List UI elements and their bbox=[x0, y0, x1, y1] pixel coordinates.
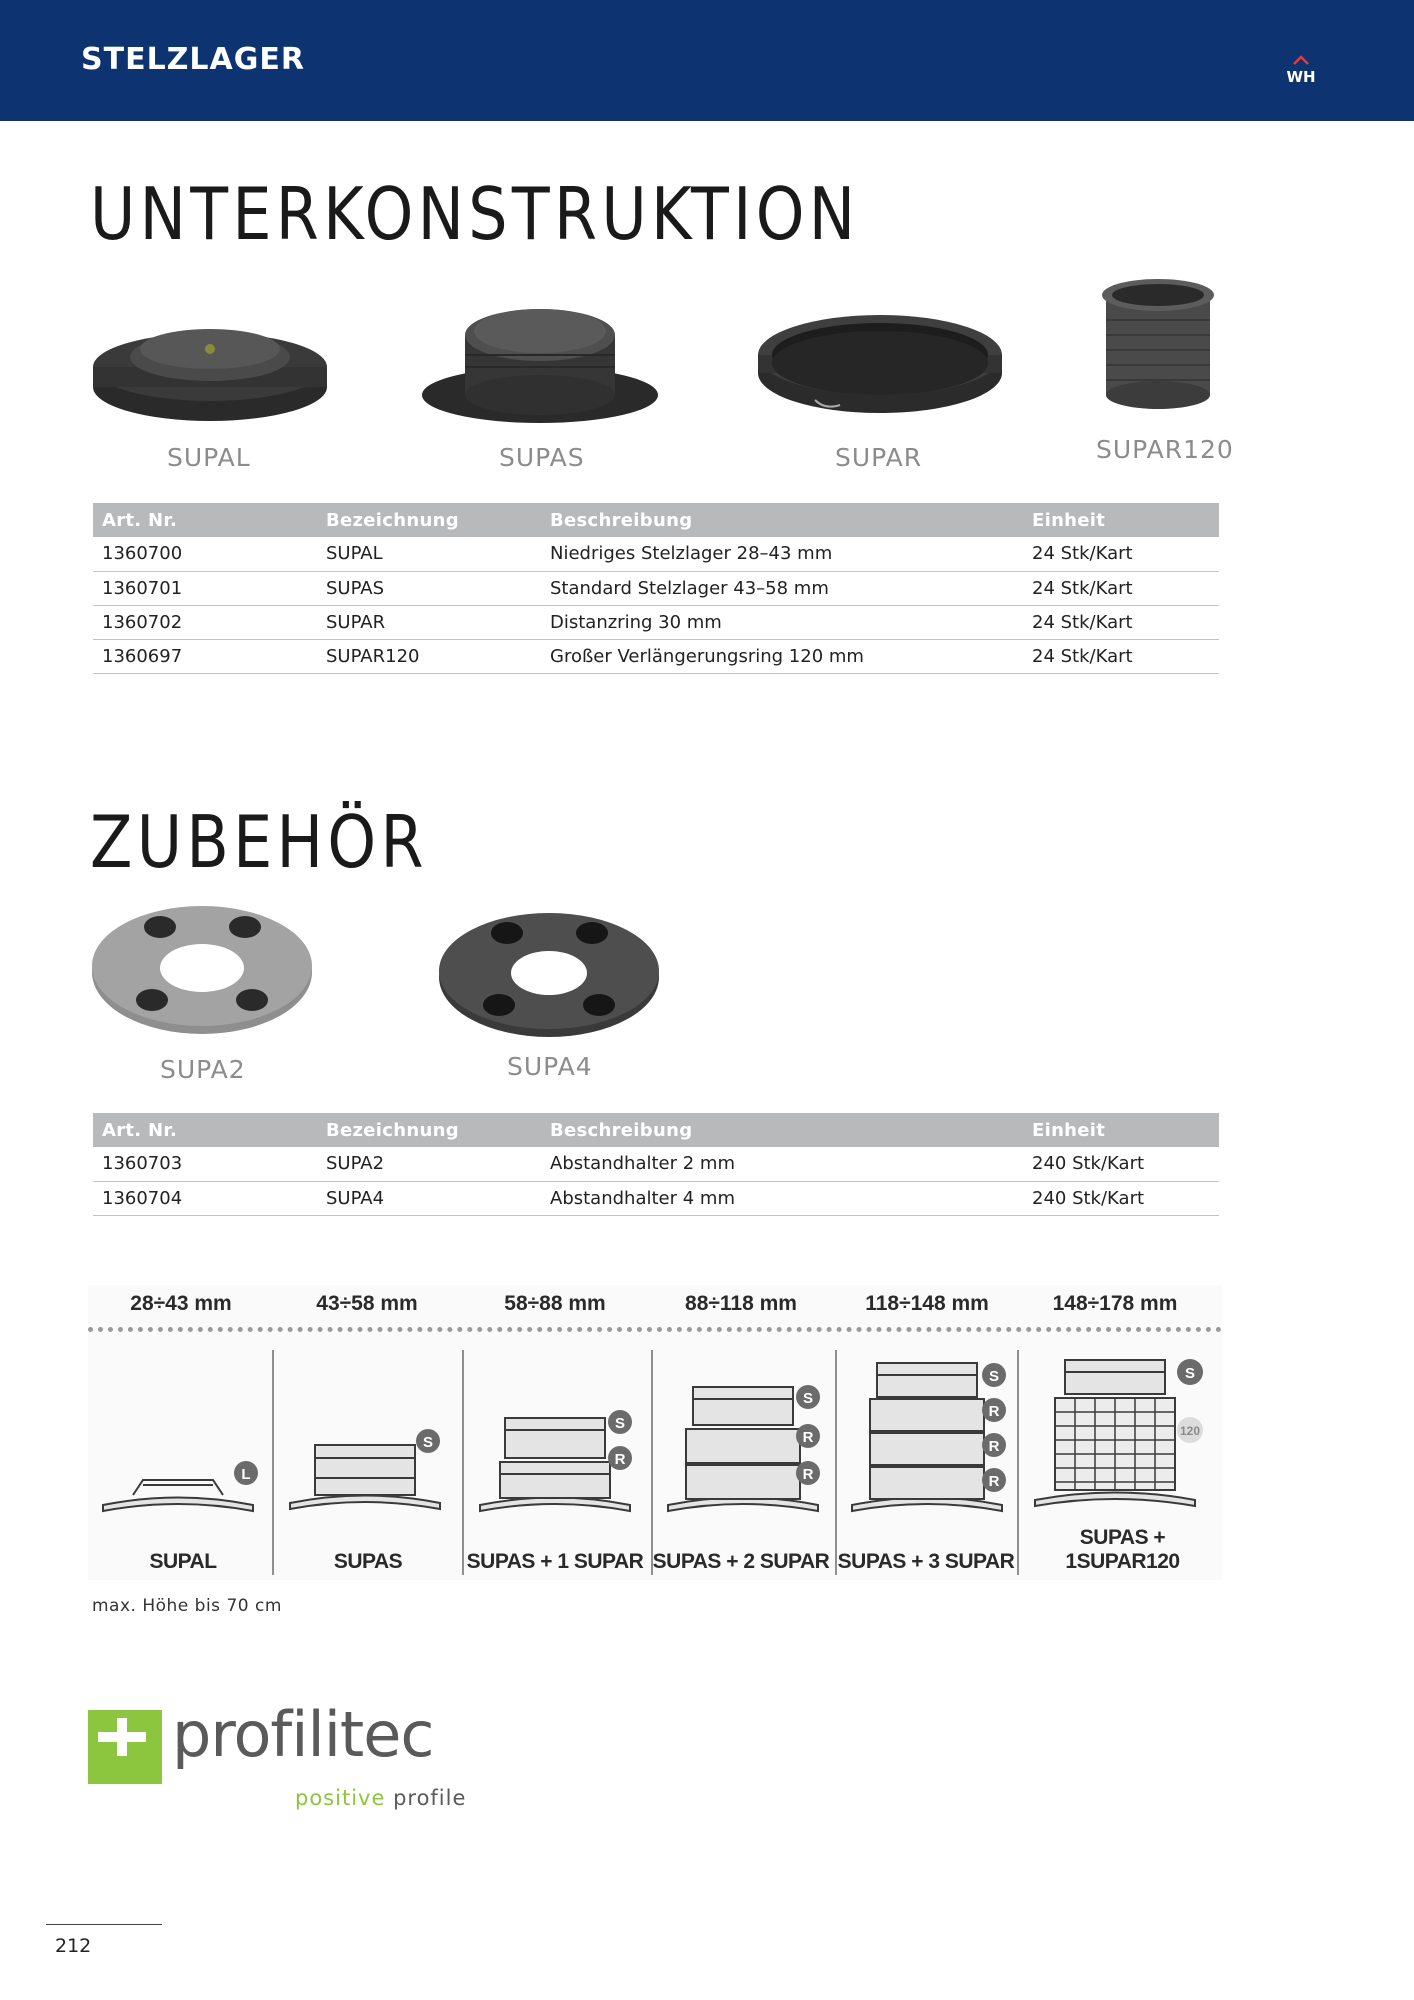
table-row bbox=[93, 571, 1219, 605]
svg-text:WH: WH bbox=[1286, 68, 1316, 86]
column-header: Bezeichnung bbox=[317, 503, 541, 537]
combination-label: SUPAL bbox=[149, 1550, 217, 1573]
combination-label: SUPAS + 1 SUPAR bbox=[466, 1550, 644, 1573]
stack-supas-2-supar-illustration bbox=[658, 1345, 833, 1525]
table-cell: SUPAR bbox=[317, 605, 541, 639]
product-image-supar120 bbox=[1096, 275, 1234, 464]
product-image-supar bbox=[755, 305, 1005, 472]
table-row bbox=[93, 1181, 1219, 1215]
svg-text:R: R bbox=[802, 1429, 814, 1446]
table-cell: 1360700 bbox=[93, 537, 317, 571]
product-image-supa2 bbox=[90, 905, 315, 1084]
column-header: Einheit bbox=[1023, 503, 1219, 537]
column-divider bbox=[835, 1350, 837, 1575]
max-height-note: max. Höhe bis 70 cm bbox=[92, 1596, 282, 1616]
stack-supas-1-supar-illustration bbox=[470, 1370, 645, 1525]
combination-label: SUPAS + 3 SUPAR bbox=[837, 1550, 1015, 1573]
table-row bbox=[93, 537, 1219, 571]
table-cell: Abstandhalter 2 mm bbox=[541, 1147, 1023, 1181]
table-cell: 1360701 bbox=[93, 571, 317, 605]
table-header-row bbox=[93, 1113, 1219, 1147]
product-label: SUPAL bbox=[167, 443, 251, 472]
table-cell: Abstandhalter 4 mm bbox=[541, 1181, 1023, 1215]
table-cell: SUPAS bbox=[317, 571, 541, 605]
column-header: Einheit bbox=[1023, 1113, 1219, 1147]
stack-supas-3-supar-illustration bbox=[842, 1333, 1017, 1525]
table-cell: 24 Stk/Kart bbox=[1023, 639, 1219, 673]
table-cell: 1360697 bbox=[93, 639, 317, 673]
table-cell: 1360703 bbox=[93, 1147, 317, 1181]
svg-text:S: S bbox=[802, 1390, 814, 1407]
product-image-supas bbox=[420, 295, 660, 472]
footer-rule bbox=[46, 1924, 162, 1925]
table-cell: 1360704 bbox=[93, 1181, 317, 1215]
column-header: Art. Nr. bbox=[93, 503, 317, 537]
product-table-zubehoer bbox=[93, 1113, 1219, 1216]
svg-text:S: S bbox=[614, 1415, 626, 1432]
product-label: SUPA2 bbox=[160, 1055, 246, 1084]
table-cell: Niedriges Stelzlager 28–43 mm bbox=[541, 537, 1023, 571]
table-cell: 240 Stk/Kart bbox=[1023, 1181, 1219, 1215]
table-cell: SUPA4 bbox=[317, 1181, 541, 1215]
column-header: Beschreibung bbox=[541, 1113, 1023, 1147]
combination-label: SUPAS bbox=[333, 1550, 403, 1573]
brand-name: profilitec bbox=[172, 1698, 434, 1771]
svg-text:L: L bbox=[241, 1466, 251, 1483]
svg-text:S: S bbox=[422, 1434, 434, 1451]
svg-text:R: R bbox=[802, 1466, 814, 1483]
page-number: 212 bbox=[55, 1935, 92, 1957]
table-cell: Distanzring 30 mm bbox=[541, 605, 1023, 639]
tagline-positive: positive bbox=[295, 1786, 386, 1810]
profilitec-logo bbox=[88, 1698, 488, 1818]
height-range-label: 58÷88 mm bbox=[504, 1292, 606, 1315]
svg-text:R: R bbox=[988, 1403, 1000, 1420]
table-row bbox=[93, 605, 1219, 639]
height-range-label: 118÷148 mm bbox=[865, 1292, 989, 1315]
wh-logo-icon bbox=[1276, 54, 1326, 88]
table-cell: 24 Stk/Kart bbox=[1023, 571, 1219, 605]
table-cell: 1360702 bbox=[93, 605, 317, 639]
product-label: SUPAR120 bbox=[1096, 435, 1234, 464]
header-title: STELZLAGER bbox=[81, 42, 305, 77]
table-cell: Großer Verlängerungsring 120 mm bbox=[541, 639, 1023, 673]
combination-label: SUPAS + 2 SUPAR bbox=[652, 1550, 830, 1573]
table-row bbox=[93, 1147, 1219, 1181]
table-cell: SUPA2 bbox=[317, 1147, 541, 1181]
stack-supal-illustration bbox=[93, 1435, 268, 1525]
height-range-label: 88÷118 mm bbox=[685, 1292, 797, 1315]
section-heading-unterkonstruktion: UNTERKONSTRUKTION bbox=[90, 172, 860, 256]
column-header: Beschreibung bbox=[541, 503, 1023, 537]
table-cell: SUPAR120 bbox=[317, 639, 541, 673]
svg-text:S: S bbox=[1184, 1365, 1196, 1382]
stack-supas-supar120-illustration bbox=[1025, 1330, 1215, 1525]
brand-tagline bbox=[295, 1786, 466, 1810]
tagline-profile: profile bbox=[393, 1786, 467, 1810]
page-header bbox=[0, 0, 1414, 121]
table-header-row bbox=[93, 503, 1219, 537]
height-range-label: 43÷58 mm bbox=[316, 1292, 418, 1315]
stack-supas-illustration bbox=[280, 1403, 455, 1523]
table-cell: Standard Stelzlager 43–58 mm bbox=[541, 571, 1023, 605]
column-divider bbox=[1017, 1350, 1019, 1575]
product-image-supa4 bbox=[437, 905, 662, 1081]
product-label: SUPA4 bbox=[507, 1052, 593, 1081]
table-cell: 240 Stk/Kart bbox=[1023, 1147, 1219, 1181]
column-header: Bezeichnung bbox=[317, 1113, 541, 1147]
product-label: SUPAR bbox=[835, 443, 923, 472]
height-range-label: 28÷43 mm bbox=[130, 1292, 232, 1315]
svg-text:R: R bbox=[614, 1451, 626, 1468]
column-divider bbox=[462, 1350, 464, 1575]
product-label: SUPAS bbox=[499, 443, 585, 472]
svg-text:120: 120 bbox=[1179, 1424, 1201, 1438]
plus-icon bbox=[88, 1710, 162, 1784]
product-image-supal bbox=[90, 305, 330, 472]
svg-text:S: S bbox=[988, 1368, 1000, 1385]
table-cell: 24 Stk/Kart bbox=[1023, 537, 1219, 571]
column-divider bbox=[272, 1350, 274, 1575]
product-table-unterkonstruktion bbox=[93, 503, 1219, 674]
height-combination-diagram bbox=[88, 1285, 1222, 1580]
svg-text:R: R bbox=[988, 1438, 1000, 1455]
height-range-label: 148÷178 mm bbox=[1052, 1292, 1178, 1315]
svg-text:R: R bbox=[988, 1473, 1000, 1490]
combination-label: SUPAS + 1SUPAR120 bbox=[1065, 1526, 1180, 1573]
table-cell: SUPAL bbox=[317, 537, 541, 571]
table-cell: 24 Stk/Kart bbox=[1023, 605, 1219, 639]
table-row bbox=[93, 639, 1219, 673]
column-divider bbox=[651, 1350, 653, 1575]
column-header: Art. Nr. bbox=[93, 1113, 317, 1147]
section-heading-zubehoer: ZUBEHÖR bbox=[90, 800, 428, 884]
